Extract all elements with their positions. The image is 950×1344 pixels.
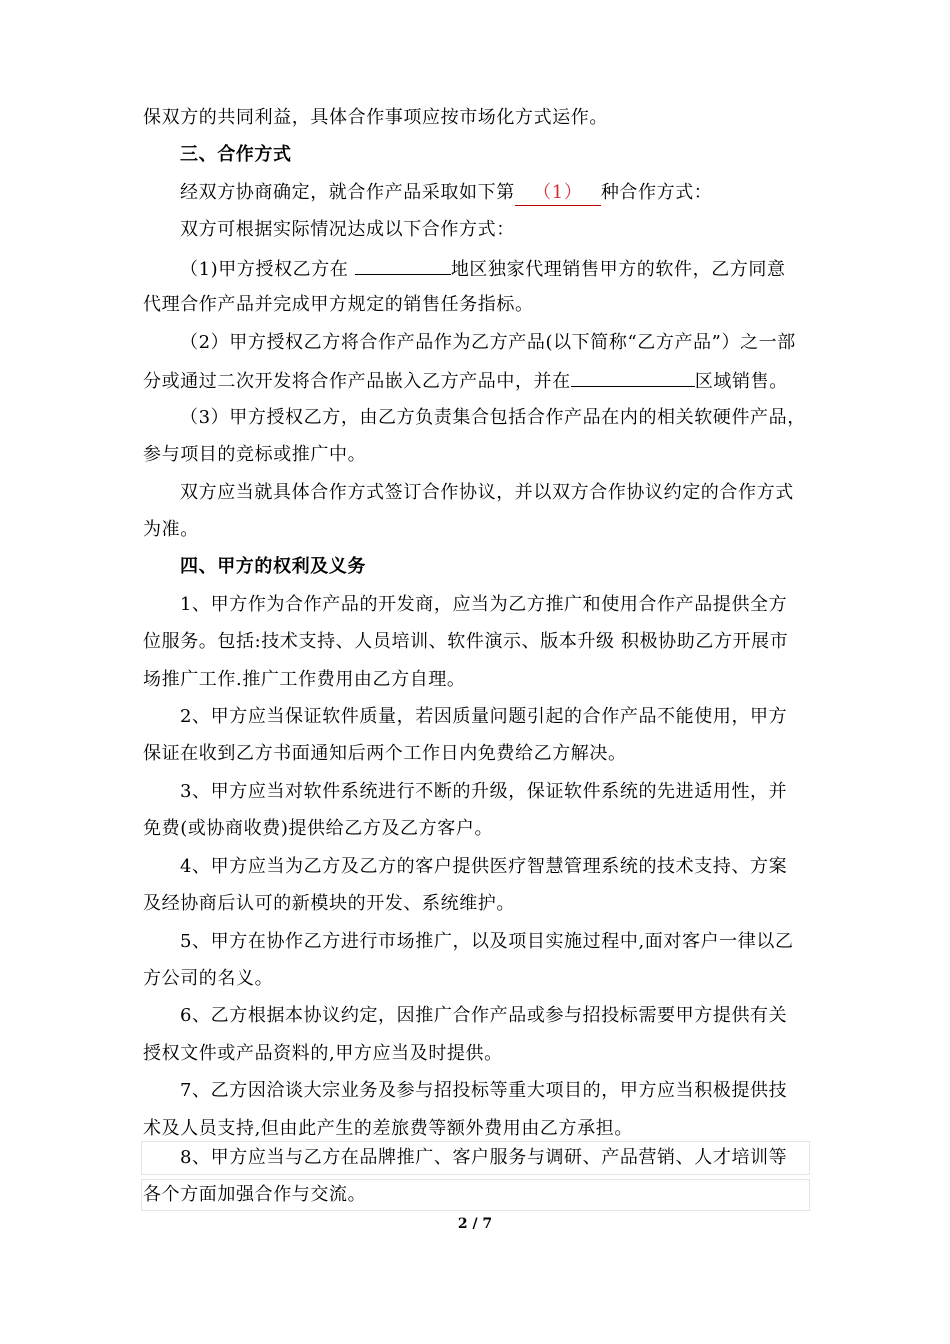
list-item-line: 各个方面加强合作与交流。: [143, 1184, 367, 1205]
paragraph-line: [180, 181, 712, 206]
list-item-line: 8、甲方应当与乙方在品牌推广、客户服务与调研、产品营销、人才培训等: [180, 1147, 788, 1168]
text-segment: 分或通过二次开发将合作产品嵌入乙方产品中，并在: [143, 371, 571, 392]
list-item-line: 3、甲方应当对软件系统进行不断的升级，保证软件系统的先进适用性，并: [180, 781, 788, 802]
paragraph-line: 双方应当就具体合作方式签订合作协议，并以双方合作协议约定的合作方式: [180, 482, 794, 503]
text-segment: 经双方协商确定，就合作产品采取如下第: [180, 182, 515, 203]
section-heading-cooperation-method: 三、合作方式: [180, 144, 292, 165]
paragraph-line: 代理合作产品并完成甲方规定的销售任务指标。: [143, 294, 534, 315]
paragraph-line: 保双方的共同利益，具体合作事项应按市场化方式运作。: [143, 107, 608, 128]
filled-blank-option: （1）: [515, 181, 601, 206]
list-item-line: 2、甲方应当保证软件质量，若因质量问题引起的合作产品不能使用，甲方: [180, 706, 788, 727]
section-heading-party-a-rights: 四、甲方的权利及义务: [180, 556, 366, 577]
paragraph-line: [143, 368, 788, 394]
list-item-line: 授权文件或产品资料的,甲方应当及时提供。: [143, 1043, 503, 1064]
blank-region-field: [355, 256, 451, 275]
text-segment: 地区独家代理销售甲方的软件，乙方同意: [450, 259, 786, 280]
text-segment: 种合作方式：: [600, 182, 713, 203]
list-item-line: 方公司的名义。: [143, 968, 274, 989]
blank-area-field: [571, 368, 695, 387]
paragraph-line: 参与项目的竞标或推广中。: [143, 444, 367, 465]
page-number: 2 / 7: [457, 1216, 493, 1232]
list-item-line: 及经协商后认可的新模块的开发、系统维护。: [143, 893, 515, 914]
list-item-line: 4、甲方应当为乙方及乙方的客户提供医疗智慧管理系统的技术支持、方案: [180, 856, 788, 877]
list-item-line: 7、乙方因洽谈大宗业务及参与招投标等重大项目的，甲方应当积极提供技: [180, 1080, 788, 1101]
list-item-line: 位服务。包括:技术支持、人员培训、软件演示、版本升级 积极协助乙方开展市: [143, 631, 789, 652]
paragraph-line: （2）甲方授权乙方将合作产品作为乙方产品(以下简称“乙方产品”）之一部: [180, 332, 796, 353]
text-segment: 区域销售。: [694, 371, 788, 392]
list-item-line: 1、甲方作为合作产品的开发商，应当为乙方推广和使用合作产品提供全方: [180, 594, 788, 615]
list-item-line: 场推广工作.推广工作费用由乙方自理。: [143, 669, 466, 690]
list-item-line: 术及人员支持,但由此产生的差旅费等额外费用由乙方承担。: [143, 1118, 633, 1139]
list-item-line: 6、乙方根据本协议约定，因推广合作产品或参与招投标需要甲方提供有关: [180, 1005, 788, 1026]
paragraph-line: [180, 256, 786, 282]
paragraph-line: （3）甲方授权乙方，由乙方负责集合包括合作产品在内的相关软硬件产品，: [180, 407, 806, 428]
list-item-line: 保证在收到乙方书面通知后两个工作日内免费给乙方解决。: [143, 743, 627, 764]
list-item-line: 免费(或协商收费)提供给乙方及乙方客户。: [143, 818, 494, 839]
paragraph-line: 为准。: [143, 519, 199, 540]
paragraph-line: 双方可根据实际情况达成以下合作方式：: [180, 219, 515, 240]
list-item-line: 5、甲方在协作乙方进行市场推广，以及项目实施过程中,面对客户一律以乙: [180, 931, 794, 952]
text-segment: （1)甲方授权乙方在: [180, 259, 349, 280]
